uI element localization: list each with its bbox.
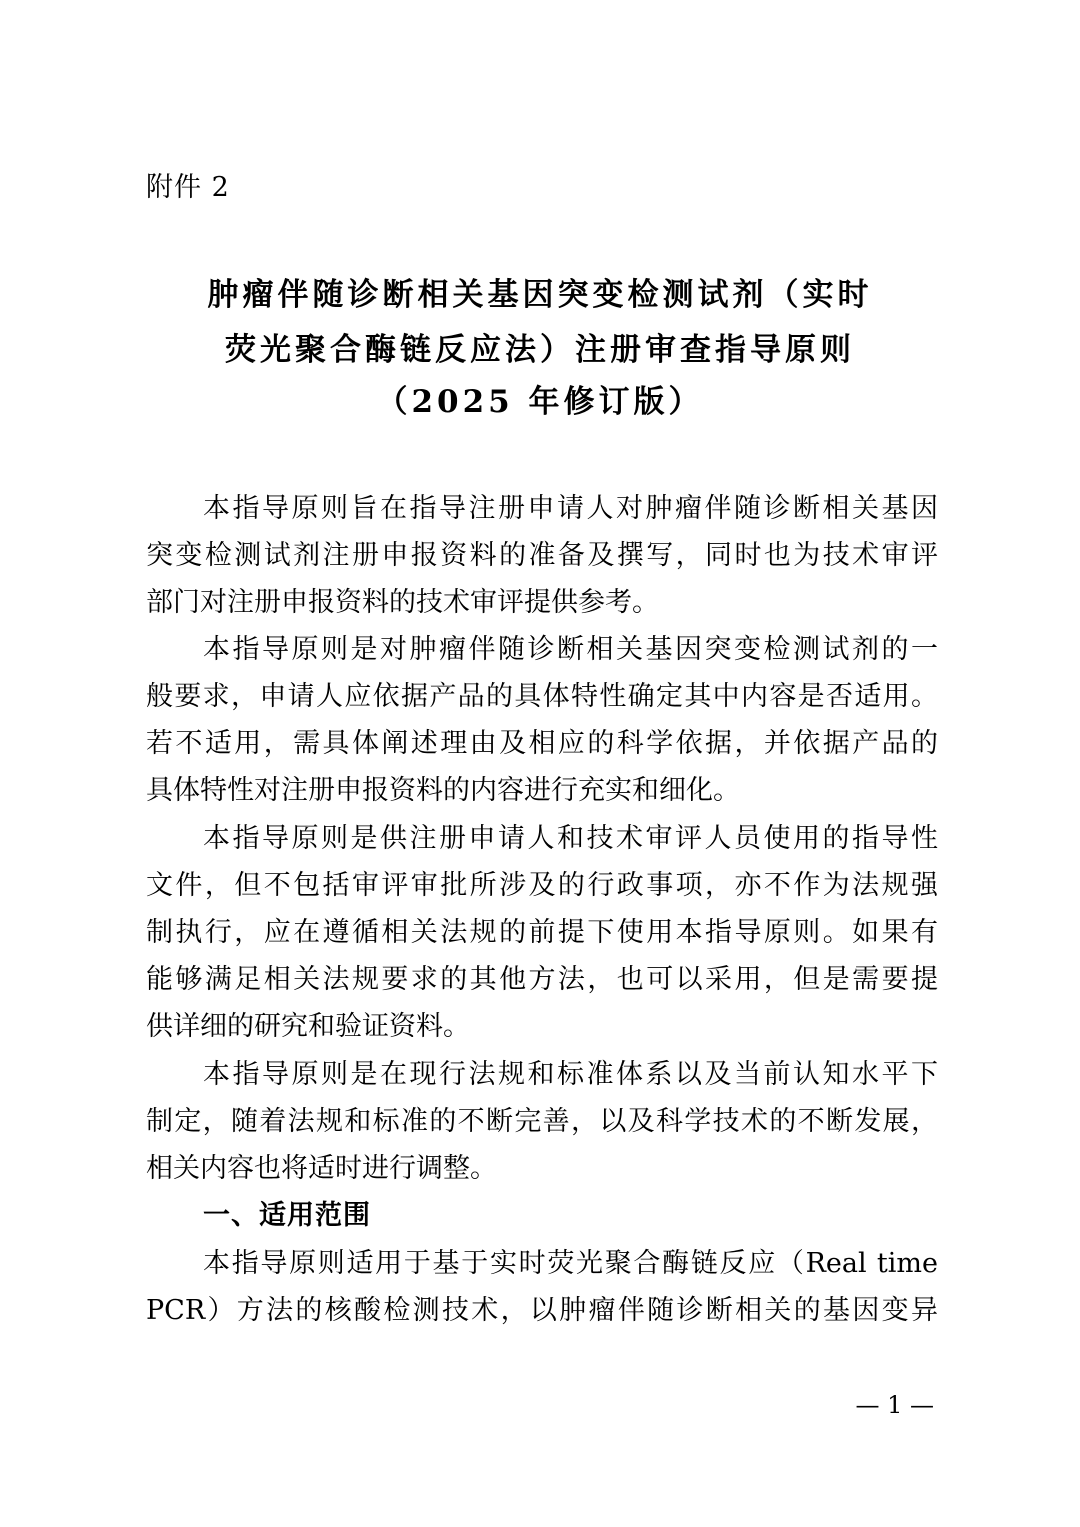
paragraph-3-line-1: 本指导原则是供注册申请人和技术审评人员使用的指导性 xyxy=(203,823,938,854)
attachment-label: 附件 2 xyxy=(146,172,230,203)
paragraph-1-line-3: 部门对注册申报资料的技术审评提供参考。 xyxy=(146,587,659,618)
paragraph-2-line-2: 般要求，申请人应依据产品的具体特性确定其中内容是否适用。 xyxy=(146,681,938,712)
section-heading-scope: 一、适用范围 xyxy=(203,1200,371,1231)
paragraph-4-line-3: 相关内容也将适时进行调整。 xyxy=(146,1153,497,1184)
paragraph-1-line-2: 突变检测试剂注册申报资料的准备及撰写，同时也为技术审评 xyxy=(146,540,938,571)
paragraph-2-line-3: 若不适用，需具体阐述理由及相应的科学依据，并依据产品的 xyxy=(146,728,938,759)
paragraph-4-line-1: 本指导原则是在现行法规和标准体系以及当前认知水平下 xyxy=(203,1059,938,1090)
paragraph-3-line-5: 供详细的研究和验证资料。 xyxy=(146,1011,470,1042)
paragraph-2-line-1: 本指导原则是对肿瘤伴随诊断相关基因突变检测试剂的一 xyxy=(203,634,938,665)
paragraph-3-line-2: 文件，但不包括审评审批所涉及的行政事项，亦不作为法规强 xyxy=(146,870,938,901)
section-1-line-2: PCR）方法的核酸检测技术，以肿瘤伴随诊断相关的基因变异 xyxy=(146,1295,938,1326)
paragraph-4-line-2: 制定，随着法规和标准的不断完善，以及科学技术的不断发展， xyxy=(146,1106,938,1137)
section-1-line-1: 本指导原则适用于基于实时荧光聚合酶链反应（Real time xyxy=(203,1248,938,1279)
paragraph-2-line-4: 具体特性对注册申报资料的内容进行充实和细化。 xyxy=(146,775,740,806)
document-title-line-3: （2025 年修订版） xyxy=(376,384,704,420)
paragraph-1-line-1: 本指导原则旨在指导注册申请人对肿瘤伴随诊断相关基因 xyxy=(203,493,938,524)
paragraph-3-line-3: 制执行，应在遵循相关法规的前提下使用本指导原则。如果有 xyxy=(146,917,938,948)
document-title-line-2: 荧光聚合酶链反应法）注册审查指导原则 xyxy=(225,332,855,368)
paragraph-3-line-4: 能够满足相关法规要求的其他方法，也可以采用，但是需要提 xyxy=(146,964,938,995)
document-title-line-1: 肿瘤伴随诊断相关基因突变检测试剂（实时 xyxy=(207,277,873,313)
page-number: — 1 — xyxy=(855,1391,934,1419)
